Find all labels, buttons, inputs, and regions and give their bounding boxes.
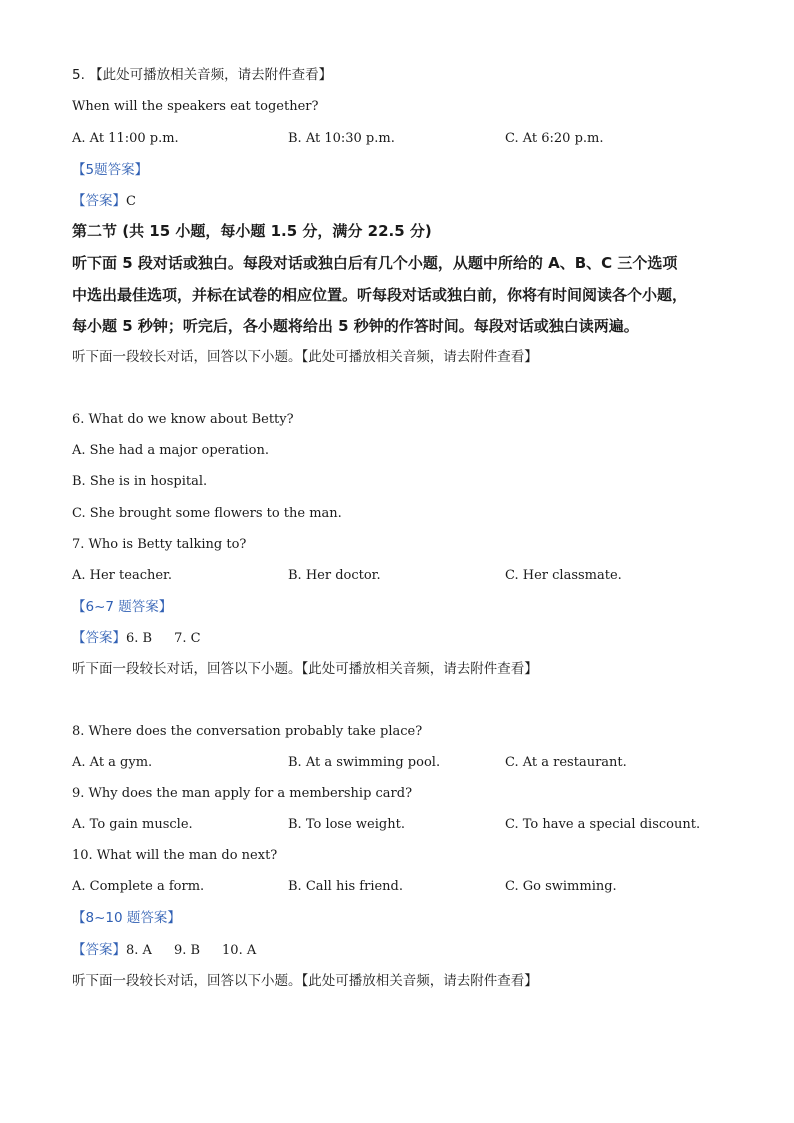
q10-option-b: B. Call his friend. — [288, 879, 404, 894]
q6-option-a: A. She had a major operation. — [72, 443, 270, 458]
q9-option-b: B. To lose weight. — [288, 817, 405, 832]
q5-option-a: A. At 11:00 p.m. — [72, 131, 179, 146]
group2-answer-heading: 【8~10 题答案】 — [72, 910, 181, 926]
answer-label: 【答案】 — [72, 630, 126, 646]
q5-answer — [72, 192, 136, 211]
section2-title: 第二节 (共 15 小题，每小题 1.5 分，满分 22.5 分) — [72, 222, 432, 240]
q8-option-c: C. At a restaurant. — [505, 755, 627, 770]
group2-answers — [72, 941, 256, 960]
answer-7: 7. C — [174, 631, 201, 646]
q7-option-b: B. Her doctor. — [288, 568, 381, 583]
answer-8: 8. A — [126, 943, 152, 958]
answer-10: 10. A — [222, 943, 257, 958]
q7-question: 7. Who is Betty talking to? — [72, 537, 247, 552]
q6-option-c: C. She brought some flowers to the man. — [72, 506, 342, 521]
q9-option-c: C. To have a special discount. — [505, 817, 701, 832]
q6-question: 6. What do we know about Betty? — [72, 412, 294, 427]
section2-instruction-2: 中选出最佳选项，并标在试卷的相应位置。听每段对话或独白前，你将有时间阅读各个小题， — [72, 286, 688, 304]
q8-question: 8. Where does the conversation probably take place? — [72, 724, 423, 739]
q9-option-a: A. To gain muscle. — [72, 817, 193, 832]
section2-instruction-1: 听下面 5 段对话或独白。每段对话或独白后有几个小题，从题中所给的 A、B、C 三个选项 — [72, 254, 678, 272]
group1-answer-heading: 【6~7 题答案】 — [72, 599, 173, 615]
q9-question: 9. Why does the man apply for a membership card? — [72, 786, 413, 801]
q7-option-a: A. Her teacher. — [72, 568, 172, 583]
q5-answer-heading: 【5题答案】 — [72, 162, 149, 178]
q5-option-b: B. At 10:30 p.m. — [288, 131, 395, 146]
q6-option-b: B. She is in hospital. — [72, 474, 208, 489]
answer-label: 【答案】 — [72, 942, 126, 958]
q10-question: 10. What will the man do next? — [72, 848, 278, 863]
group2-intro: 听下面一段较长对话，回答以下小题。【此处可播放相关音频，请去附件查看】 — [72, 661, 538, 677]
q8-option-b: B. At a swimming pool. — [288, 755, 441, 770]
group1-intro: 听下面一段较长对话，回答以下小题。【此处可播放相关音频，请去附件查看】 — [72, 349, 538, 365]
answer-9: 9. B — [173, 943, 201, 958]
section2-instruction-3: 每小题 5 秒钟；听完后，各小题将给出 5 秒钟的作答时间。每段对话或独白读两遍。 — [72, 317, 639, 335]
q10-option-c: C. Go swimming. — [505, 879, 617, 894]
q7-option-c: C. Her classmate. — [505, 568, 622, 583]
group1-answers — [72, 629, 201, 648]
q10-option-a: A. Complete a form. — [72, 879, 205, 894]
q5-option-c: C. At 6:20 p.m. — [505, 131, 604, 146]
q8-option-a: A. At a gym. — [72, 755, 153, 770]
answer-label: 【答案】 — [72, 193, 126, 209]
q5-audio-note: 5. 【此处可播放相关音频，请去附件查看】 — [72, 67, 333, 83]
answer-6: 6. B — [126, 631, 153, 646]
group3-intro: 听下面一段较长对话，回答以下小题。【此处可播放相关音频，请去附件查看】 — [72, 973, 538, 989]
q5-question: When will the speakers eat together? — [72, 99, 319, 114]
answer-value: C — [126, 194, 136, 209]
